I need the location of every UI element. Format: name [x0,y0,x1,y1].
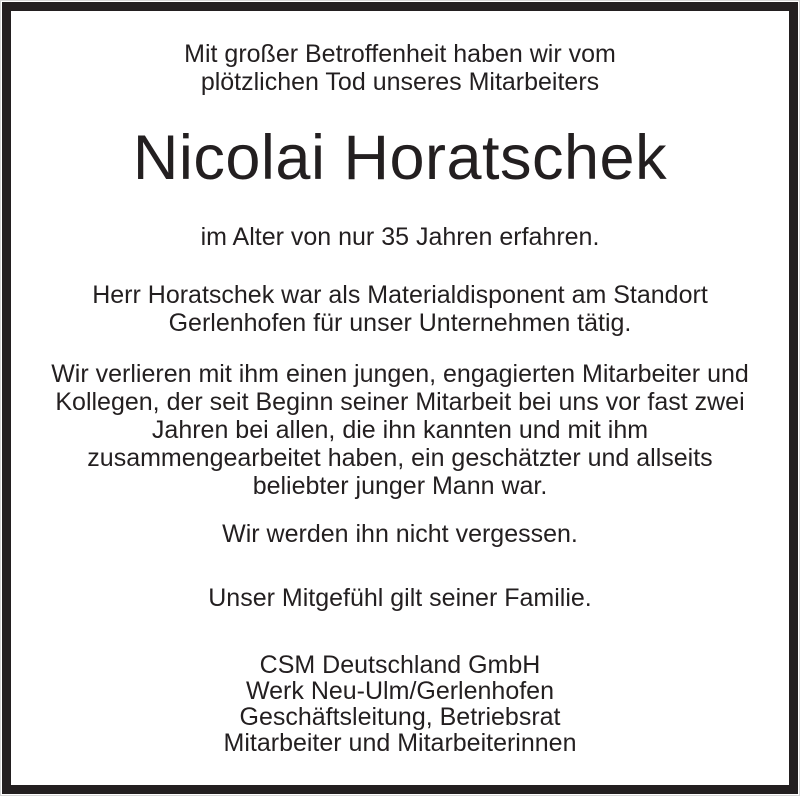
intro-text [11,40,789,96]
condolence-line: Unser Mitgefühl gilt seiner Familie. [208,584,592,612]
age-line: im Alter von nur 35 Jahren erfahren. [200,223,600,251]
tribute-line-3: Jahren bei allen, die ihn kannten und mit ihm [151,416,649,444]
tribute-line-2: Kollegen, der seit Beginn seiner Mitarbeit bei uns vor fast zwei [55,388,745,416]
notice-border-frame [2,2,798,794]
signature-plant: Werk Neu-Ulm/Gerlenhofen [246,677,554,705]
tribute-line-4: zusammengearbeitet haben, ein geschätzter und allseits [87,444,713,472]
signature-management: Geschäftsleitung, Betriebsrat [239,703,561,731]
signature-employees: Mitarbeiter und Mitarbeiterinnen [223,729,577,757]
remembrance-line: Wir werden ihn nicht vergessen. [222,520,578,548]
tribute-line-5: beliebter junger Mann war. [252,472,548,500]
tribute-line-1: Wir verlieren mit ihm einen jungen, engagierten Mitarbeiter und [51,360,749,388]
signature-company: CSM Deutschland GmbH [259,651,541,679]
role-text [11,281,789,337]
intro-line-1: Mit großer Betroffenheit haben wir vom [184,40,616,68]
role-line-2: Gerlenhofen für unser Unternehmen tätig. [168,309,632,337]
intro-line-2: plötzlichen Tod unseres Mitarbeiters [200,68,600,96]
deceased-name: Nicolai Horatschek [132,123,668,193]
signature-block [11,652,789,756]
role-line-1: Herr Horatschek war als Materialdisponent am Standort [92,281,708,309]
tribute-text [11,360,789,500]
